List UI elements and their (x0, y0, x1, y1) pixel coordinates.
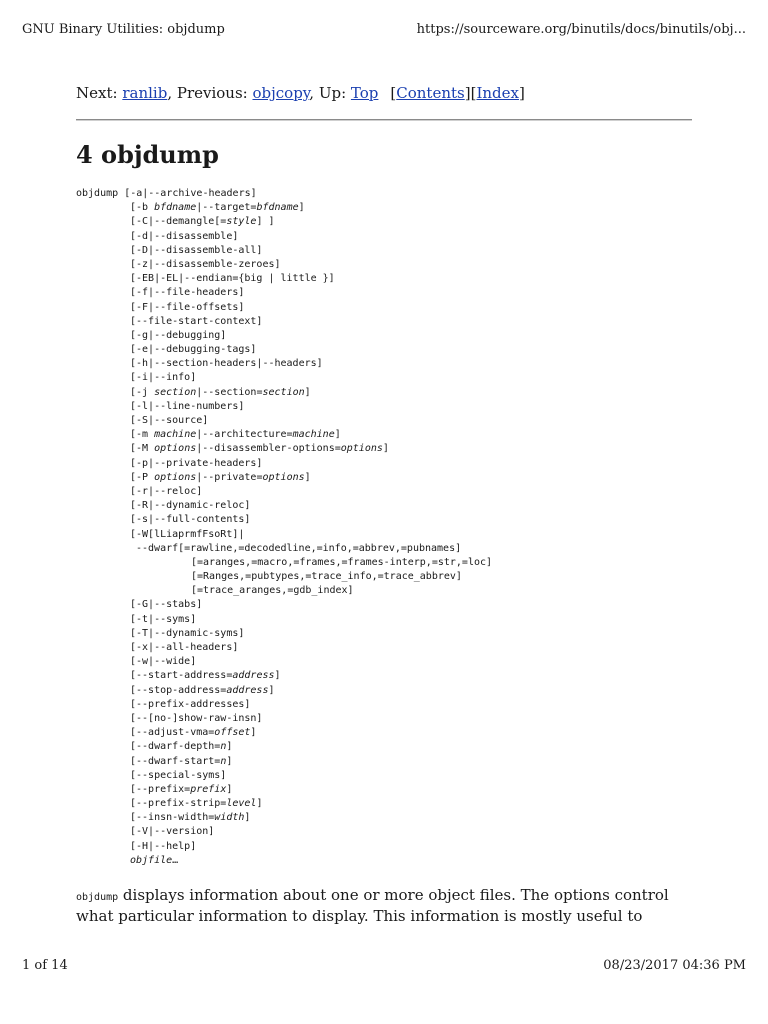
synopsis-option: [-w|--wide] (130, 656, 197, 668)
synopsis-option: [--file-start-context] (130, 315, 263, 327)
synopsis-first-line (76, 187, 492, 201)
synopsis-option: [-j section|--section=section] (130, 386, 311, 398)
synopsis-option: [-i|--info] (130, 372, 197, 384)
synopsis-option: [=Ranges,=pubtypes,=trace_info,=trace_abbrev] (191, 571, 462, 583)
description-paragraph (76, 886, 696, 925)
nav-index-link[interactable]: Index (476, 84, 519, 102)
synopsis-option: [-m machine|--architecture=machine] (130, 429, 341, 441)
synopsis-option: [--adjust-vma=offset] (130, 727, 257, 739)
synopsis-option: [--prefix-addresses] (130, 698, 251, 710)
print-header-url: https://sourceware.org/binutils/docs/binutils/obj... (416, 22, 746, 37)
node-navigation: Next: ranlib, Previous: objcopy, Up: Top [Contents][Index] (76, 84, 525, 102)
nav-next-label: Next: (76, 84, 118, 102)
synopsis-option: [-F|--file-offsets] (130, 301, 245, 313)
nav-previous-link[interactable]: objcopy (252, 84, 310, 102)
synopsis-option: [-H|--help] (130, 840, 197, 852)
print-footer-page: 1 of 14 (22, 958, 68, 973)
synopsis-block (76, 187, 492, 868)
inline-code: objdump (76, 892, 119, 903)
description-text: displays information about one or more object files. The options control what particular information to display. This information is mostly useful to (76, 886, 669, 925)
page-title: 4 objdump (76, 140, 219, 169)
nav-up-link[interactable]: Top (350, 84, 379, 102)
synopsis-option: [--special-syms] (130, 769, 227, 781)
synopsis-option: [-f|--file-headers] (130, 287, 245, 299)
synopsis-option: [-g|--debugging] (130, 329, 227, 341)
synopsis-option: [-EB|-EL|--endian={big | little }] (130, 273, 335, 285)
synopsis-option: [-d|--disassemble] (130, 230, 239, 242)
synopsis-option: [--insn-width=width] (130, 812, 251, 824)
horizontal-rule (76, 119, 692, 121)
synopsis-option: [-l|--line-numbers] (130, 400, 245, 412)
synopsis-option: [--prefix-strip=level] (130, 798, 263, 810)
synopsis-option: [-b bfdname|--target=bfdname] (130, 202, 305, 214)
synopsis-option: [--prefix=prefix] (130, 783, 233, 795)
synopsis-option: [-M options|--disassembler-options=options] (130, 443, 389, 455)
synopsis-option: [-r|--reloc] (130, 485, 203, 497)
synopsis-option: --dwarf[=rawline,=decodedline,=info,=abbrev,=pubnames] (136, 542, 462, 554)
synopsis-option: [--stop-address=address] (130, 684, 275, 696)
synopsis-option: [-z|--disassemble-zeroes] (130, 258, 281, 270)
synopsis-option: [-h|--section-headers|--headers] (130, 358, 323, 370)
synopsis-option: [-p|--private-headers] (130, 457, 263, 469)
synopsis-option: [-s|--full-contents] (130, 514, 251, 526)
synopsis-option: [-C|--demangle[=style] ] (130, 216, 275, 228)
synopsis-option: [-W[lLiaprmfFsoRt]| (130, 528, 245, 540)
synopsis-option: [-V|--version] (130, 826, 215, 838)
synopsis-option: [-P options|--private=options] (130, 471, 311, 483)
print-footer-timestamp: 08/23/2017 04:36 PM (603, 958, 746, 973)
synopsis-option: [--start-address=address] (130, 670, 281, 682)
print-header-title: GNU Binary Utilities: objdump (22, 22, 225, 37)
synopsis-option: [-a|--archive-headers] (124, 188, 257, 199)
synopsis-option: [--dwarf-start=n] (130, 755, 233, 767)
nav-next-link[interactable]: ranlib (122, 84, 168, 102)
synopsis-option: [-D|--disassemble-all] (130, 244, 263, 256)
synopsis-option: [--[no-]show-raw-insn] (130, 712, 263, 724)
synopsis-option: [-e|--debugging-tags] (130, 344, 257, 356)
nav-contents-link[interactable]: Contents (396, 84, 465, 102)
synopsis-option: [-R|--dynamic-reloc] (130, 500, 251, 512)
synopsis-command: objdump (76, 188, 119, 199)
synopsis-option: [-T|--dynamic-syms] (130, 627, 245, 639)
synopsis-option: [-G|--stabs] (130, 599, 203, 611)
synopsis-option: [=trace_aranges,=gdb_index] (191, 585, 354, 597)
synopsis-option: [-S|--source] (130, 415, 209, 426)
synopsis-option: [-x|--all-headers] (130, 642, 239, 653)
nav-up-label: , Up: (309, 84, 347, 102)
synopsis-option: [-t|--syms] (130, 613, 197, 625)
synopsis-option: objfile… (130, 854, 179, 866)
synopsis-option: [--dwarf-depth=n] (130, 741, 233, 753)
synopsis-option: [=aranges,=macro,=frames,=frames-interp,=str,=loc] (191, 556, 493, 568)
nav-prev-label: , Previous: (167, 84, 248, 102)
